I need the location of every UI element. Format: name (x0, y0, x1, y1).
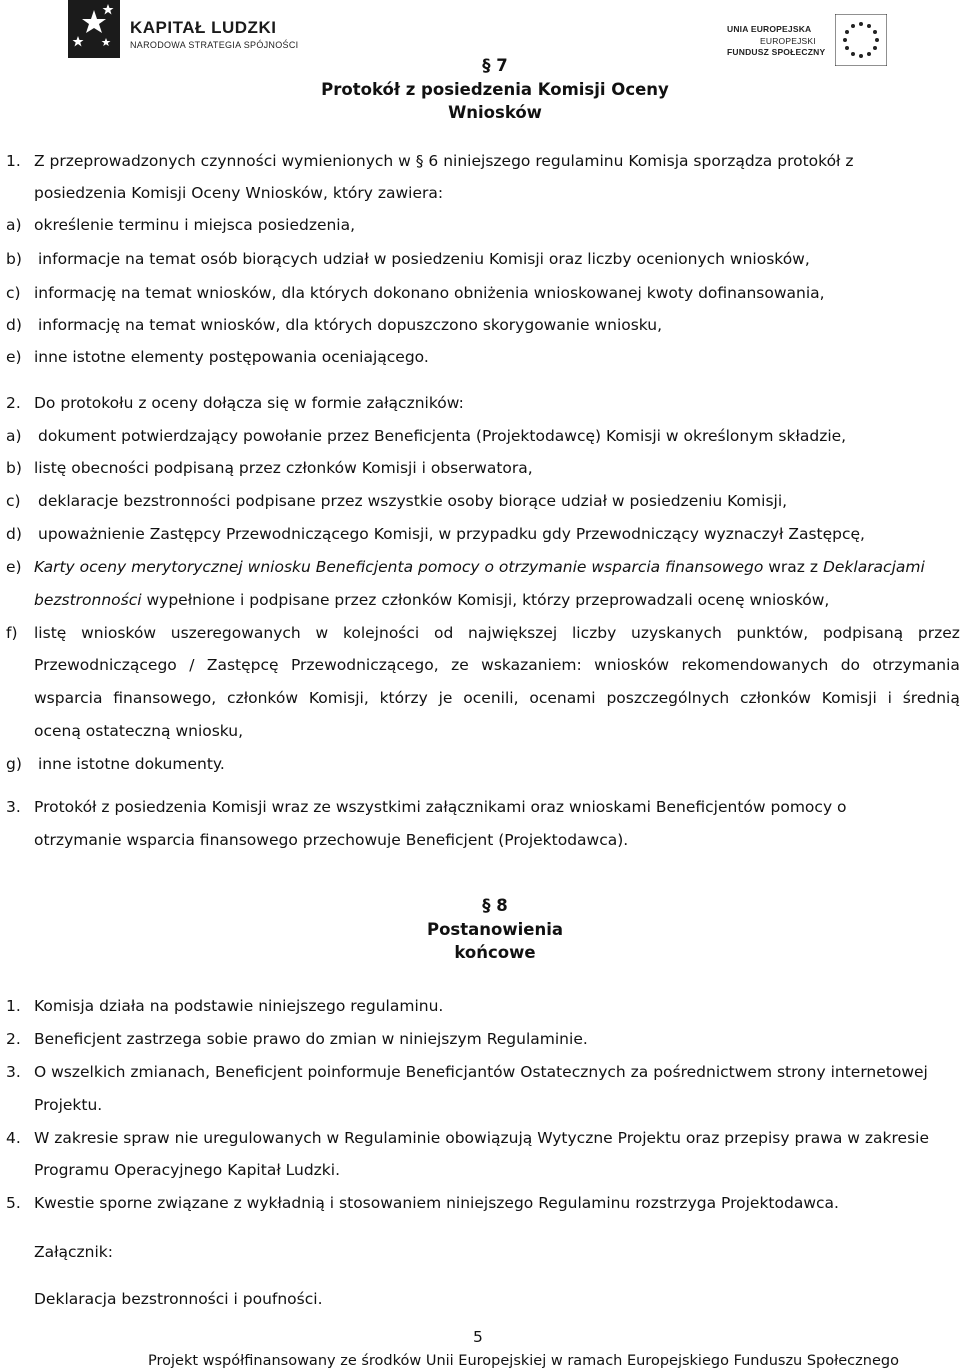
p7-1-item-c: informację na temat wniosków, dla których dokonano obniżenia wnioskowanej kwoty dofinansowania, (34, 284, 825, 302)
word: wskazaniem: (481, 656, 582, 674)
footer-text: Projekt współfinansowany ze środków Unii Europejskiej w ramach Europejskiego Funduszu Społecznego (148, 1353, 899, 1369)
p7-1-item-b-label: b) (6, 250, 22, 268)
p7-2-g: inne istotne dokumenty. (38, 755, 225, 773)
p7-2-d-label: d) (6, 525, 22, 543)
logo-subtitle: NARODOWA STRATEGIA SPÓJNOŚCI (130, 40, 299, 50)
word: wsparcia (34, 689, 103, 707)
word: kolejności (342, 624, 420, 642)
section-7-number: § 7 (482, 56, 508, 75)
attachment-label: Załącznik: (34, 1243, 114, 1261)
p7-2-g-label: g) (6, 755, 22, 773)
p8-3-number: 3. (6, 1063, 21, 1081)
section-8-number: § 8 (482, 896, 508, 915)
word: ocenami (529, 689, 596, 707)
section-7-title-line2: Wniosków (448, 103, 542, 122)
word: ocenili, (463, 689, 519, 707)
p8-4-line1: W zakresie spraw nie uregulowanych w Regulaminie obowiązują Wytyczne Projektu oraz przepisy prawa w zakresie (34, 1129, 929, 1147)
p7-1-item-b: informacje na temat osób biorących udział w posiedzeniu Komisji oraz liczby ocenionych wniosków, (38, 250, 810, 268)
p8-3-line1: O wszelkich zmianach, Beneficjent poinformuje Beneficjantów Ostatecznych za pośrednictwem strony internetowej (34, 1063, 928, 1081)
p8-4-number: 4. (6, 1129, 21, 1147)
word: otrzymania (872, 656, 960, 674)
p7-2-f-line3 (34, 689, 960, 707)
p7-1-item-e-label: e) (6, 348, 22, 366)
p7-2-number: 2. (6, 394, 21, 412)
p7-1-item-a-label: a) (6, 216, 22, 234)
p8-5-text: Kwestie sporne związane z wykładnią i stosowaniem niniejszego Regulaminu rozstrzyga Projektodawca. (34, 1194, 839, 1212)
word: średnią (902, 689, 960, 707)
p8-2-number: 2. (6, 1030, 21, 1048)
word: podpisaną (822, 624, 904, 642)
word: / (189, 656, 195, 674)
p8-4-line2: Programu Operacyjnego Kapitał Ludzki. (34, 1161, 341, 1179)
word: wniosków (594, 656, 670, 674)
word: przez (917, 624, 960, 642)
p8-2-text: Beneficjent zastrzega sobie prawo do zmian w niniejszym Regulaminie. (34, 1030, 588, 1048)
p8-1-text: Komisja działa na podstawie niniejszego regulaminu. (34, 997, 444, 1015)
word: uszeregowanych (170, 624, 301, 642)
p7-3-line2: otrzymanie wsparcia finansowego przechowuje Beneficjent (Projektodawca). (34, 831, 629, 849)
word: Przewodniczącego (34, 656, 177, 674)
p8-1-number: 1. (6, 997, 21, 1015)
word: wniosków (81, 624, 157, 642)
p7-1-item-d-label: d) (6, 316, 22, 334)
p7-2-f-line4: oceną ostateczną wniosku, (34, 722, 244, 740)
p7-1-line2: posiedzenia Komisji Oceny Wniosków, który zawiera: (34, 184, 444, 202)
word: Zastępcę (206, 656, 279, 674)
p7-2-d: upoważnienie Zastępcy Przewodniczącego Komisji, w przypadku gdy Przewodniczący wyznaczył Zastępcę, (38, 525, 865, 543)
p7-2-e-normal1: wraz z (763, 558, 823, 576)
p7-3-line1: Protokół z posiedzenia Komisji wraz ze wszystkimi załącznikami oraz wnioskami Beneficjentów pomocy o (34, 798, 847, 816)
eu-line2: EUROPEJSKI (760, 36, 816, 46)
section-7-title-line1: Protokół z posiedzenia Komisji Oceny (321, 80, 669, 99)
word: członków (739, 689, 811, 707)
attachment-text: Deklaracja bezstronności i poufności. (34, 1290, 323, 1308)
p7-2-e-italic2: Deklaracjami (822, 558, 925, 576)
p7-2-b: listę obecności podpisaną przez członków Komisji i obserwatora, (34, 459, 533, 477)
p7-2-f-label: f) (6, 624, 18, 642)
p7-1-number: 1. (6, 152, 21, 170)
p7-2-c: deklaracje bezstronności podpisane przez wszystkie osoby biorące udział w posiedzeniu Komisji, (38, 492, 788, 510)
p7-2-a: dokument potwierdzający powołanie przez Beneficjenta (Projektodawcę) Komisji w określonym składzie, (38, 427, 847, 445)
word: liczby (571, 624, 617, 642)
p7-2-e-italic3: bezstronności (34, 591, 142, 609)
p7-2-e-italic1: Karty oceny merytorycznej wniosku Beneficjenta pomocy o otrzymanie wsparcia finansowego (34, 558, 764, 576)
p7-3-number: 3. (6, 798, 21, 816)
p7-2-line1: Do protokołu z oceny dołącza się w formie załączników: (34, 394, 464, 412)
word: punktów, (736, 624, 809, 642)
p7-2-e-normal2: wypełnione i podpisane przez członków Komisji, którzy przeprowadzali ocenę wniosków, (141, 591, 830, 609)
word: poszczególnych (606, 689, 730, 707)
eu-line3: FUNDUSZ SPOŁECZNY (727, 47, 826, 57)
word: rekomendowanych (681, 656, 829, 674)
word: listę (34, 624, 67, 642)
p7-2-a-label: a) (6, 427, 22, 445)
word: którzy (379, 689, 428, 707)
word: finansowego, (113, 689, 217, 707)
section-8-title-line1: Postanowienia (427, 920, 563, 939)
p7-2-c-label: c) (6, 492, 21, 510)
word: je (438, 689, 453, 707)
p7-1-item-c-label: c) (6, 284, 21, 302)
page-number: 5 (473, 1328, 483, 1346)
word: i (887, 689, 892, 707)
word: członków (227, 689, 299, 707)
word: uzyskanych (631, 624, 722, 642)
p7-2-f-line1 (34, 624, 960, 642)
word: Komisji (821, 689, 877, 707)
p7-2-b-label: b) (6, 459, 22, 477)
kapital-ludzki-emblem-icon (68, 0, 120, 60)
word: największej (468, 624, 558, 642)
logo-title: KAPITAŁ LUDZKI (130, 18, 277, 37)
word: Przewodniczącego, (290, 656, 439, 674)
p8-5-number: 5. (6, 1194, 21, 1212)
p7-1-item-e: inne istotne elementy postępowania oceniającego. (34, 348, 429, 366)
word: w (315, 624, 329, 642)
p7-2-e-label: e) (6, 558, 22, 576)
section-8-title-line2: końcowe (454, 943, 536, 962)
p7-2-e-line1 (34, 558, 925, 576)
p7-2-f-line2 (34, 656, 960, 674)
eu-line1: UNIA EUROPEJSKA (727, 24, 812, 34)
p7-1-item-d: informację na temat wniosków, dla których dopuszczono skorygowanie wniosku, (38, 316, 663, 334)
word: Komisji, (308, 689, 369, 707)
word: od (433, 624, 454, 642)
p7-2-e-line2 (34, 591, 829, 609)
p8-3-line2: Projektu. (34, 1096, 103, 1114)
p7-1-item-a: określenie terminu i miejsca posiedzenia, (34, 216, 356, 234)
kapital-ludzki-logo (68, 0, 298, 60)
word: ze (451, 656, 469, 674)
p7-1-line1: Z przeprowadzonych czynności wymienionych w § 6 niniejszego regulaminu Komisja sporządza protokół z (34, 152, 854, 170)
word: do (840, 656, 861, 674)
